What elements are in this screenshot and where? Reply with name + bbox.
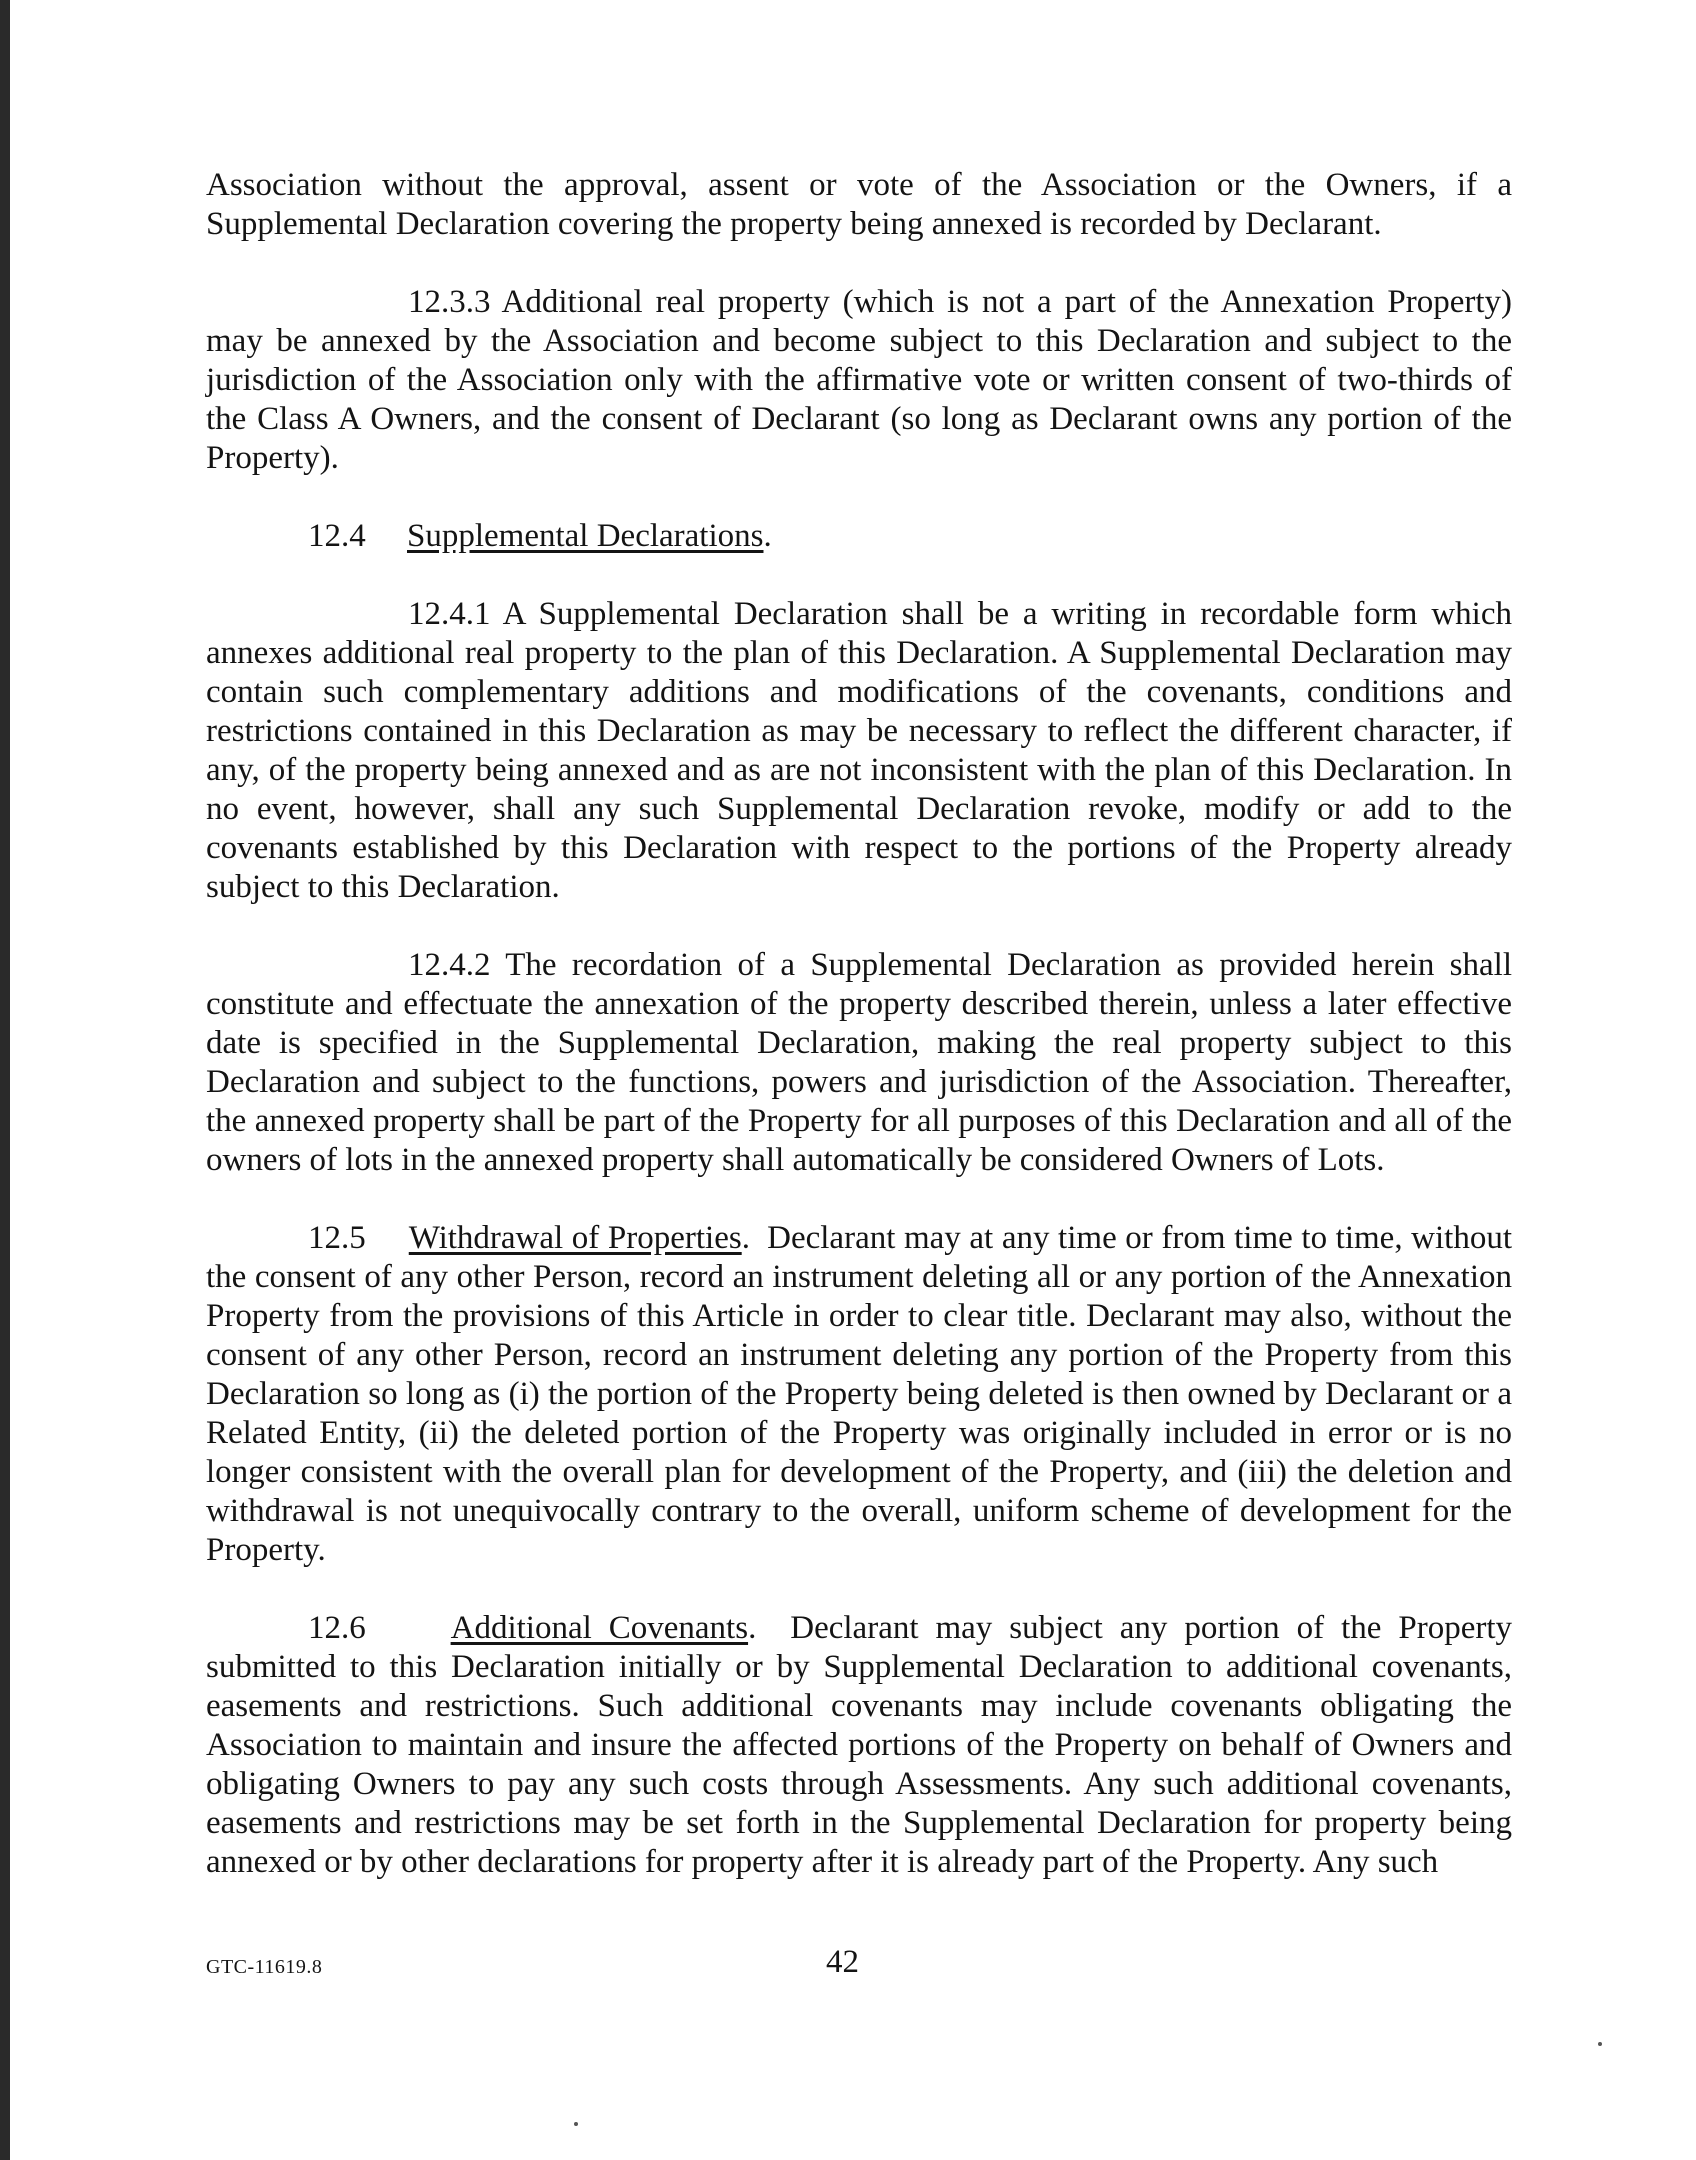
section-body-12-6: Declarant may subject any portion of the Property submitted to this Declaration initially or by Supplemental Declaration to additional covenants, easements and restrictions. Such additional covenants may include covenants obligating the Association to maintain and insure the affected portions of the Property on behalf of Owners and obligating Owners to pay any such costs through Assessments. Any such additional covenants, easements and restrictions may be set forth in the Supplemental Declaration for property being annexed or by other declarations for property after it is already part of the Property. Any such [206, 1610, 1513, 1880]
section-number-12-4: 12.4 [308, 518, 366, 554]
document-body [206, 166, 1512, 1921]
paragraph-12-3-3: 12.3.3 Additional real property (which is not a part of the Annexation Property) may be annexed by the Association and become subject to this Declaration and subject to the jurisdiction of the Association only with the affirmative vote or written consent of two-thirds of the Class A Owners, and the consent of Declarant (so long as Declarant owns any portion of the Property). [206, 284, 1512, 476]
document-id: GTC-11619.8 [206, 1956, 323, 1978]
scan-speck [1598, 2042, 1602, 2046]
paragraph-12-6: 12.6 Additional Covenants. Declarant may subject any portion of the Property submitted to this Declaration initially or by Supplemental Declaration to additional covenants, easements and restrictions. Such additional covenants may include covenants obligating the Association to maintain and insure the affected portions of the Property on behalf of Owners and obligating Owners to pay any such costs through Assessments. Any such additional covenants, easements and restrictions may be set forth in the Supplemental Declaration for property being annexed or by other declarations for property after it is already part of the Property. Any such [206, 1610, 1513, 1880]
paragraph-12-4-2: 12.4.2 The recordation of a Supplemental Declaration as provided herein shall constitute and effectuate the annexation of the property described therein, unless a later effective date is specified in the Supplemental Declaration, making the real property subject to this Declaration and subject to the functions, powers and jurisdiction of the Association. Thereafter, the annexed property shall be part of the Property for all purposes of this Declaration and all of the owners of lots in the annexed property shall automatically be considered Owners of Lots. [206, 947, 1512, 1178]
page-number: 42 [826, 1944, 859, 1980]
scan-speck [574, 2122, 578, 2126]
section-number-12-5: 12.5 [308, 1220, 366, 1256]
paragraph-12-4-1: 12.4.1 A Supplemental Declaration shall be a writing in recordable form which annexes additional real property to the plan of this Declaration. A Supplemental Declaration may contain such complementary additions and modifications of the covenants, conditions and restrictions contained in this Declaration as may be necessary to reflect the different character, if any, of the property being annexed and as are not inconsistent with the plan of this Declaration. In no event, however, shall any such Supplemental Declaration revoke, modify or add to the covenants established by this Declaration with respect to the portions of the Property already subject to this Declaration. [206, 596, 1512, 905]
scan-edge [0, 0, 10, 2160]
paragraph-continuation: Association without the approval, assent or vote of the Association or the Owners, if a Supplemental Declaration covering the property being annexed is recorded by Declarant. [206, 167, 1512, 242]
section-title-12-5: Withdrawal of Properties [408, 1220, 742, 1256]
paragraph-12-5: 12.5 Withdrawal of Properties. Declarant may at any time or from time to time, without the consent of any other Person, record an instrument deleting all or any portion of the Annexation Property from the provisions of this Article in order to clear title. Declarant may also, without the consent of any other Person, record an instrument deleting any portion of the Property from this Declaration so long as (i) the portion of the Property being deleted is then owned by Declarant or a Related Entity, (ii) the deleted portion of the Property was originally included in error or is no longer consistent with the overall plan for development of the Property, and (iii) the deletion and withdrawal is not unequivocally contrary to the overall, uniform scheme of development for the Property. [206, 1220, 1512, 1568]
section-number-12-6: 12.6 [308, 1610, 366, 1646]
section-title-12-4: Supplemental Declarations [407, 518, 764, 554]
section-body-12-5: Declarant may at any time or from time to time, without the consent of any other Person, record an instrument deleting all or any portion of the Annexation Property from the provisions of this Article in order to clear title. Declarant may also, without the consent of any other Person, record an instrument deleting any portion of the Property from this Declaration so long as (i) the portion of the Property being deleted is then owned by Declarant or a Related Entity, (ii) the deleted portion of the Property was originally included in error or is no longer consistent with the overall plan for development of the Property, and (iii) the deletion and withdrawal is not unequivocally contrary to the overall, uniform scheme of development for the Property. [206, 1220, 1512, 1568]
heading-12-4: 12.4 Supplemental Declarations. [308, 518, 772, 554]
section-title-12-6: Additional Covenants [450, 1610, 749, 1646]
